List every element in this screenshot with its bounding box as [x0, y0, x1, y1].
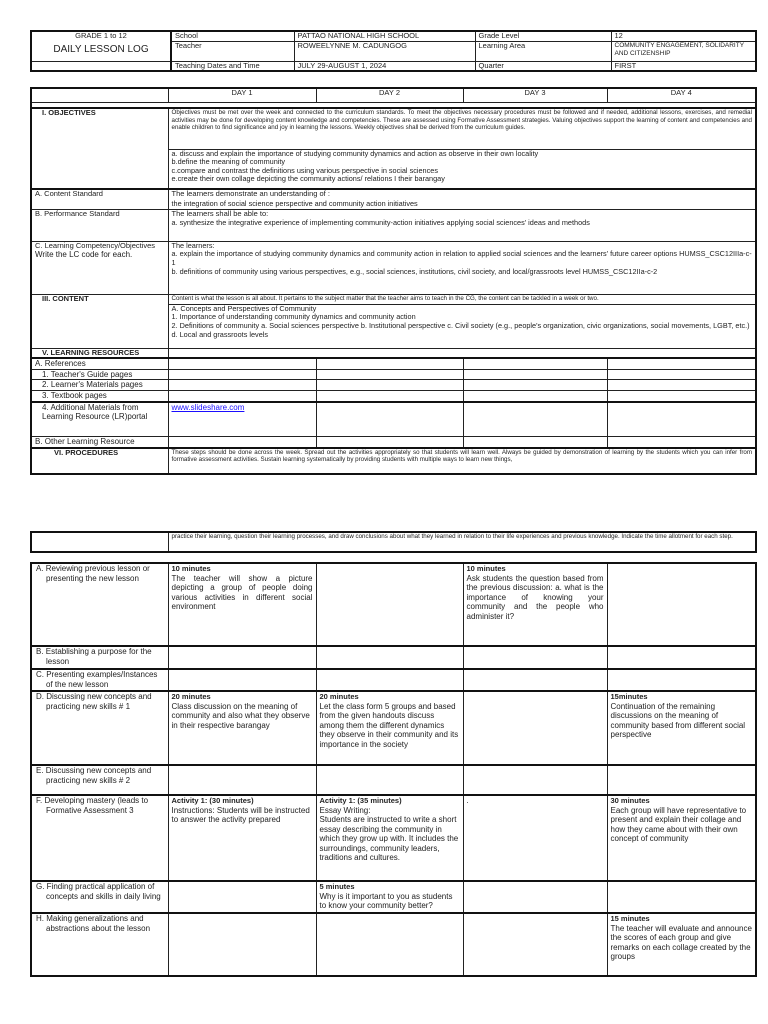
blank-cell	[168, 437, 316, 448]
competency-sublabel: Write the LC code for each.	[35, 250, 133, 259]
day-1-procedure-cell	[168, 669, 316, 691]
procedure-row	[31, 646, 756, 669]
blank-cell	[31, 532, 168, 552]
blank-cell	[316, 437, 463, 448]
blank-cell	[463, 380, 607, 391]
time-allotment: 20 minutes	[319, 692, 359, 701]
procedure-step-label: D. Discussing new concepts and practicing new skills # 1	[31, 691, 168, 765]
day-4-procedure-cell	[607, 563, 756, 646]
doc-title: DAILY LESSON LOG	[53, 43, 149, 55]
procedure-row	[31, 795, 756, 881]
procedure-row	[31, 691, 756, 765]
procedure-row	[31, 669, 756, 691]
school-label: School	[171, 31, 294, 41]
content-standard-text: the integration of social science perspective and community action initiatives	[171, 198, 418, 208]
objectives-note: Objectives must be met over the week and connected to the curriculum standards. To meet the objectives necessary procedures must be followed and if needed, additional lessons, exercises, and remedial activities may be done for developing content knowledge and competencies. These are assessed using Formative Assessment strategies. Valuing objectives support the learning of content and competencies and enable children to find significance and joy in learning the lessons. Weekly objectives shall be derived from the curriculum guides.	[168, 108, 756, 149]
day-2-procedure-cell	[316, 795, 463, 881]
procedure-step-label: G. Finding practical application of concepts and skills in daily living	[31, 881, 168, 913]
day-2-procedure-cell	[316, 646, 463, 669]
teachers-guide-label: 1. Teacher's Guide pages	[31, 369, 168, 380]
competency-b: b. definitions of community using various perspectives, e.g., social sciences, institutions, civil society, and local/grassroots level HUMSS_CSC12IIa-c-2	[171, 266, 658, 276]
activity-title: Essay Writing:	[319, 805, 371, 815]
day-1-procedure-cell	[168, 913, 316, 976]
objective-item: a. discuss and explain the importance of studying community dynamics and action as observe in their own locality	[171, 149, 539, 158]
content-standard-heading: The learners demonstrate an understanding of :	[171, 189, 330, 198]
blank-cell	[607, 391, 756, 402]
days-header-row	[31, 88, 756, 102]
competency-a: a. explain the importance of studying community dynamics and community action in relation to applied social sciences and the learners' future career options HUMSS_CSC12IIIa-c-1	[171, 249, 752, 268]
performance-standard-heading: The learners shall be able to:	[171, 209, 269, 218]
day-4-procedure-cell	[607, 691, 756, 765]
activity-description: Why is it important to you as students to know your community better?	[319, 891, 453, 910]
activity-description: Let the class form 5 groups and based from the given handouts discuss among them the different dynamics they observe in their community and its importance in the society	[319, 701, 459, 749]
title-cell	[31, 31, 171, 61]
time-allotment: 5 minutes	[319, 882, 355, 891]
learning-area-value: COMMUNITY ENGAGEMENT, SOLIDARITY AND CITIZENSHIP	[611, 41, 756, 61]
additional-materials-cell	[168, 402, 316, 437]
procedure-step-label: C. Presenting examples/Instances of the new lesson	[31, 669, 168, 691]
day-4-procedure-cell	[607, 795, 756, 881]
day-1-procedure-cell	[168, 646, 316, 669]
performance-standard-text: a. synthesize the integrative experience of implementing community-action initiatives applying social sciences' ideas and methods	[171, 218, 590, 227]
time-allotment: Activity 1: (30 minutes)	[171, 796, 254, 805]
day-4-procedure-cell	[607, 881, 756, 913]
content-standard-label: A. Content Standard	[31, 189, 168, 209]
procedures-note-continuation	[30, 531, 757, 553]
activity-description: The teacher will evaluate and announce the scores of each group and give remarks on each collage created by the groups	[610, 923, 752, 961]
performance-standard-label: B. Performance Standard	[31, 209, 168, 241]
content-label: III. CONTENT	[31, 294, 168, 348]
learning-resources-label: V. LEARNING RESOURCES	[31, 348, 168, 358]
dates-value: JULY 29-AUGUST 1, 2024	[294, 61, 475, 71]
blank-cell	[316, 402, 463, 437]
blank-cell	[168, 358, 316, 369]
quarter-label: Quarter	[475, 61, 611, 71]
competency-cell	[168, 241, 756, 294]
activity-description: Continuation of the remaining discussions on the meaning of community based from different social perspective	[610, 701, 746, 739]
activity-description: Students are instructed to write a short essay describing the community in which they grow up with. It includes the surroundings, community leaders, traditions and cultures.	[319, 815, 459, 862]
day-1-procedure-cell	[168, 881, 316, 913]
blank-cell	[607, 380, 756, 391]
day-4-procedure-cell	[607, 913, 756, 976]
content-note: Content is what the lesson is all about. It pertains to the subject matter that the teacher aims to teach in the CG, the content can be tackled in a week or two.	[168, 294, 756, 304]
day-3-procedure-cell	[463, 881, 607, 913]
time-allotment: 15minutes	[610, 692, 648, 701]
activity-description: The teacher will show a picture depicting a group of people doing various activities in different social environment	[171, 573, 313, 611]
procedures-note-2: practice their learning, question their learning processes, and draw conclusions about what they learned in relation to their life experiences and previous knowledge. Indicate the time allotment for each step.	[168, 532, 756, 552]
references-label: A. References	[31, 358, 168, 369]
textbook-label: 3. Textbook pages	[31, 391, 168, 402]
day-4-procedure-cell	[607, 765, 756, 795]
day-1-procedure-cell	[168, 765, 316, 795]
day-3-procedure-cell	[463, 765, 607, 795]
slideshare-link[interactable]: www.slideshare.com	[171, 402, 245, 412]
day-2-procedure-cell	[316, 881, 463, 913]
teacher-label: Teacher	[171, 41, 294, 61]
procedure-step-label: B. Establishing a purpose for the lesson	[31, 646, 168, 669]
content-title: A. Concepts and Perspectives of Community	[171, 304, 317, 313]
blank-cell	[607, 402, 756, 437]
procedure-row	[31, 563, 756, 646]
day-1-procedure-cell	[168, 691, 316, 765]
blank-cell	[607, 369, 756, 380]
blank-cell	[168, 348, 756, 358]
learning-area-label: Learning Area	[475, 41, 611, 61]
blank-cell	[316, 358, 463, 369]
time-allotment: Activity 1: (35 minutes)	[319, 796, 402, 805]
grade-level-value: 12	[611, 31, 756, 41]
procedures-label: VI. PROCEDURES	[31, 448, 168, 474]
content-item: 1. Importance of understanding community dynamics and community action	[171, 312, 416, 322]
blank-cell	[316, 391, 463, 402]
grade-level-label: Grade Level	[475, 31, 611, 41]
time-allotment: 10 minutes	[466, 564, 506, 573]
day-2-procedure-cell	[316, 563, 463, 646]
day-4-procedure-cell	[607, 646, 756, 669]
quarter-value: FIRST	[611, 61, 756, 71]
day-1-procedure-cell	[168, 795, 316, 881]
procedure-step-label: H. Making generalizations and abstractions about the lesson	[31, 913, 168, 976]
blank-cell	[607, 437, 756, 448]
learners-materials-label: 2. Learner's Materials pages	[31, 380, 168, 391]
day-3-procedure-cell	[463, 913, 607, 976]
day-3-procedure-cell	[463, 691, 607, 765]
objectives-label: I. OBJECTIVES	[31, 108, 168, 189]
procedure-step-label: A. Reviewing previous lesson or presenting the new lesson	[31, 563, 168, 646]
blank-cell	[316, 380, 463, 391]
dates-label: Teaching Dates and Time	[171, 61, 294, 71]
grade-range: GRADE 1 to 12	[75, 31, 127, 40]
blank-cell	[31, 88, 168, 102]
objectives-list	[168, 149, 756, 189]
activity-description: Each group will have representative to present and explain their collage and how they came about with their own concept of community	[610, 805, 747, 843]
blank-cell	[168, 391, 316, 402]
procedure-row	[31, 881, 756, 913]
time-allotment: 30 minutes	[610, 796, 650, 805]
activity-description: Ask students the question based from the previous discussion: a. what is the importance of knowing your community and the people who administer it?	[466, 573, 604, 621]
time-allotment: 10 minutes	[171, 564, 211, 573]
blank-cell	[316, 369, 463, 380]
competency-label: C. Learning Competency/Objectives	[35, 241, 156, 250]
objective-item: b.define the meaning of community	[171, 157, 286, 167]
competency-heading: The learners:	[171, 241, 215, 250]
time-allotment: 15 minutes	[610, 914, 650, 923]
competency-label-cell	[31, 241, 168, 294]
day-3-procedure-cell	[463, 646, 607, 669]
objective-item: c.compare and contrast the definitions using various perspective in social sciences	[171, 165, 438, 175]
performance-standard-cell	[168, 209, 756, 241]
blank-cell	[31, 61, 171, 71]
procedure-step-label: F. Developing mastery (leads to Formative Assessment 3	[31, 795, 168, 881]
procedure-row	[31, 913, 756, 976]
day-3-procedure-cell	[463, 795, 607, 881]
content-standard-cell	[168, 189, 756, 209]
additional-materials-label: 4. Additional Materials from Learning Resource (LR)portal	[31, 402, 168, 437]
day-2-header: DAY 2	[316, 88, 463, 102]
content-item: 2. Definitions of community a. Social sciences perspective b. Institutional perspective c. Civil society (e.g., people's organization, civic organizations, social movements, LGBT, etc.) d. Local and grassroots levels	[171, 321, 750, 339]
blank-cell	[463, 402, 607, 437]
content-cell	[168, 304, 756, 348]
blank-cell	[463, 391, 607, 402]
blank-cell	[607, 358, 756, 369]
day-4-header: DAY 4	[607, 88, 756, 102]
activity-description: .	[466, 796, 469, 805]
school-value: PATTAO NATIONAL HIGH SCHOOL	[294, 31, 475, 41]
procedure-step-label: E. Discussing new concepts and practicing new skills # 2	[31, 765, 168, 795]
procedures-table	[30, 562, 757, 977]
day-3-procedure-cell	[463, 563, 607, 646]
day-1-header: DAY 1	[168, 88, 316, 102]
procedure-row	[31, 765, 756, 795]
day-3-procedure-cell	[463, 669, 607, 691]
day-2-procedure-cell	[316, 913, 463, 976]
day-2-procedure-cell	[316, 765, 463, 795]
blank-cell	[463, 358, 607, 369]
day-4-procedure-cell	[607, 669, 756, 691]
other-resource-label: B. Other Learning Resource	[31, 437, 168, 448]
blank-cell	[463, 369, 607, 380]
activity-description: Instructions: Students will be instructed to answer the activity prepared	[171, 805, 310, 824]
blank-cell	[168, 369, 316, 380]
activity-description: Class discussion on the meaning of community and also what they observe in their respective barangay	[171, 701, 310, 730]
header-table	[30, 30, 757, 72]
day-2-procedure-cell	[316, 669, 463, 691]
blank-cell	[463, 437, 607, 448]
day-3-header: DAY 3	[463, 88, 607, 102]
teacher-value: ROWEELYNNE M. CADUNGOG	[294, 41, 475, 61]
day-1-procedure-cell	[168, 563, 316, 646]
procedures-note: These steps should be done across the week. Spread out the activities appropriately so that students will learn well. Always be guided by demonstration of learning by the students which you can infer from formative assessment activities. Sustain learning systematically by providing students with multiple ways to learn new things,	[168, 448, 756, 474]
day-2-procedure-cell	[316, 691, 463, 765]
lesson-table-page1	[30, 87, 757, 475]
time-allotment: 20 minutes	[171, 692, 211, 701]
objective-item: e.create their own collage depicting the community actions/ relations I their barangay	[171, 174, 445, 184]
blank-cell	[168, 380, 316, 391]
